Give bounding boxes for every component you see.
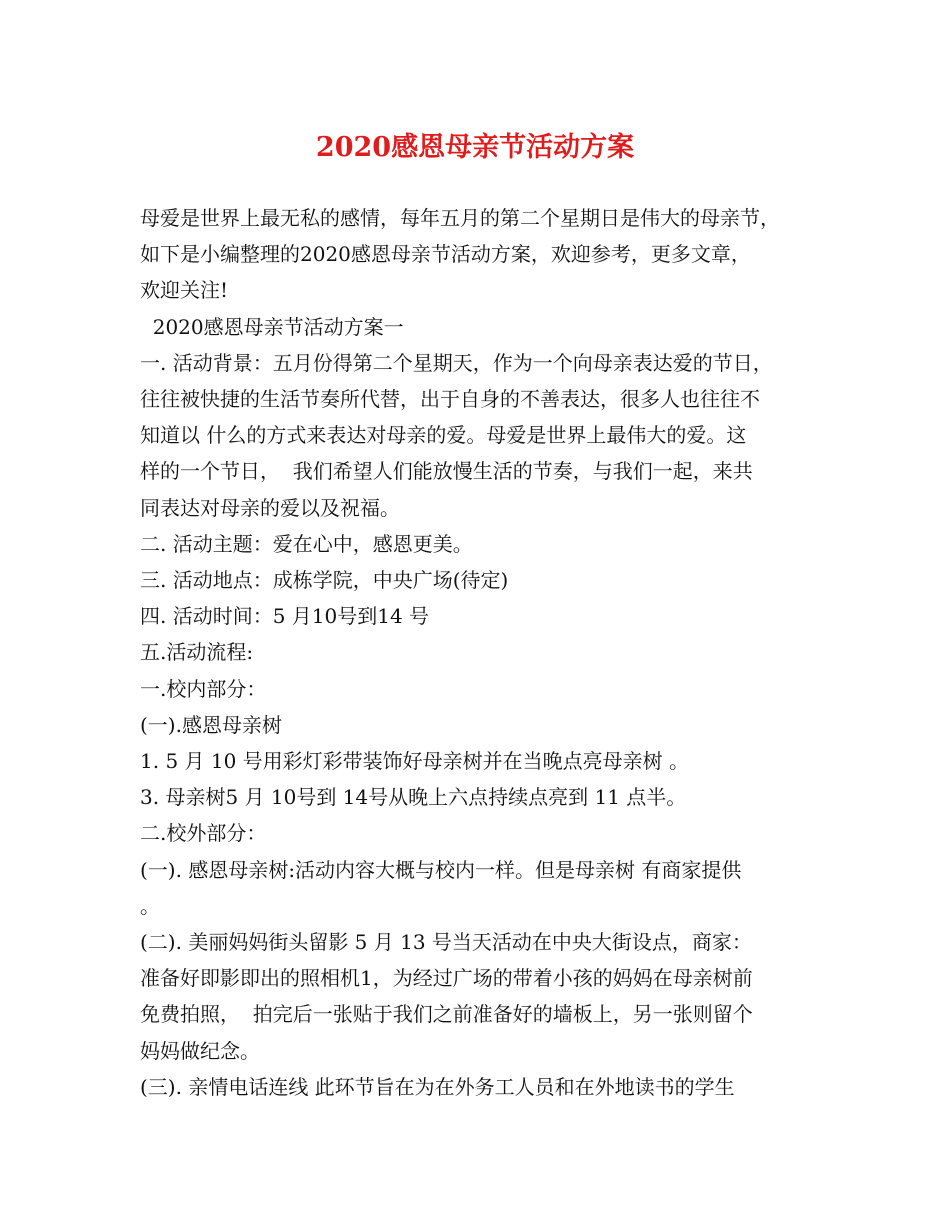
body-line: 如下是小编整理的2020感恩母亲节活动方案，欢迎参考，更多文章， [140, 242, 751, 267]
body-line: 。 [140, 893, 160, 918]
body-line: 3. 母亲树5 月 10号到 14号从晚上六点持续点亮到 11 点半。 [140, 785, 687, 810]
body-line: 样的一个节日， 我们希望人们能放慢生活的节奏，与我们一起，来共 [140, 459, 753, 484]
body-line: (一). 感恩母亲树:活动内容大概与校内一样。但是母亲树 有商家提供 [140, 857, 742, 882]
body-line: 准备好即影即出的照相机1，为经过广场的带着小孩的妈妈在母亲树前 [140, 966, 753, 991]
body-line: (三). 亲情电话连线 此环节旨在为在外务工人员和在外地读书的学生 [140, 1074, 735, 1099]
body-line: 妈妈做纪念。 [140, 1038, 260, 1063]
body-line: 一. 活动背景：五月份得第二个星期天，作为一个向母亲表达爱的节日， [140, 350, 773, 375]
body-line: (一).感恩母亲树 [140, 712, 282, 737]
body-line: (二). 美丽妈妈街头留影 5 月 13 号当天活动在中央大街设点，商家： [140, 930, 752, 955]
body-line: 四. 活动时间：5 月10号到14 号 [140, 604, 430, 629]
body-line: 二.校外部分： [140, 821, 267, 846]
body-line: 1. 5 月 10 号用彩灯彩带装饰好母亲树并在当晚点亮母亲树 。 [140, 749, 690, 774]
body-line: 往往被快捷的生活节奏所代替，出于自身的不善表达，很多人也往往不 [140, 387, 760, 412]
document-title: 2020感恩母亲节活动方案 [315, 132, 635, 163]
body-line: 一.校内部分： [140, 676, 267, 701]
document-body [140, 200, 830, 1105]
section-heading: 2020感恩母亲节活动方案一 [140, 314, 404, 339]
body-line: 同表达对母亲的爱以及祝福。 [140, 495, 400, 520]
body-line: 知道以 什么的方式来表达对母亲的爱。母爱是世界上最伟大的爱。这 [140, 423, 747, 448]
body-line: 欢迎关注! [140, 278, 229, 303]
body-line: 三. 活动地点：成栋学院，中央广场(待定) [140, 568, 509, 593]
body-line: 二. 活动主题：爱在心中，感恩更美。 [140, 531, 473, 556]
body-line: 母爱是世界上最无私的感情，每年五月的第二个星期日是伟大的母亲节， [140, 206, 780, 230]
body-line: 免费拍照， 拍完后一张贴于我们之前准备好的墙板上，另一张则留个 [140, 1002, 753, 1027]
body-line: 五.活动流程: [140, 640, 254, 665]
